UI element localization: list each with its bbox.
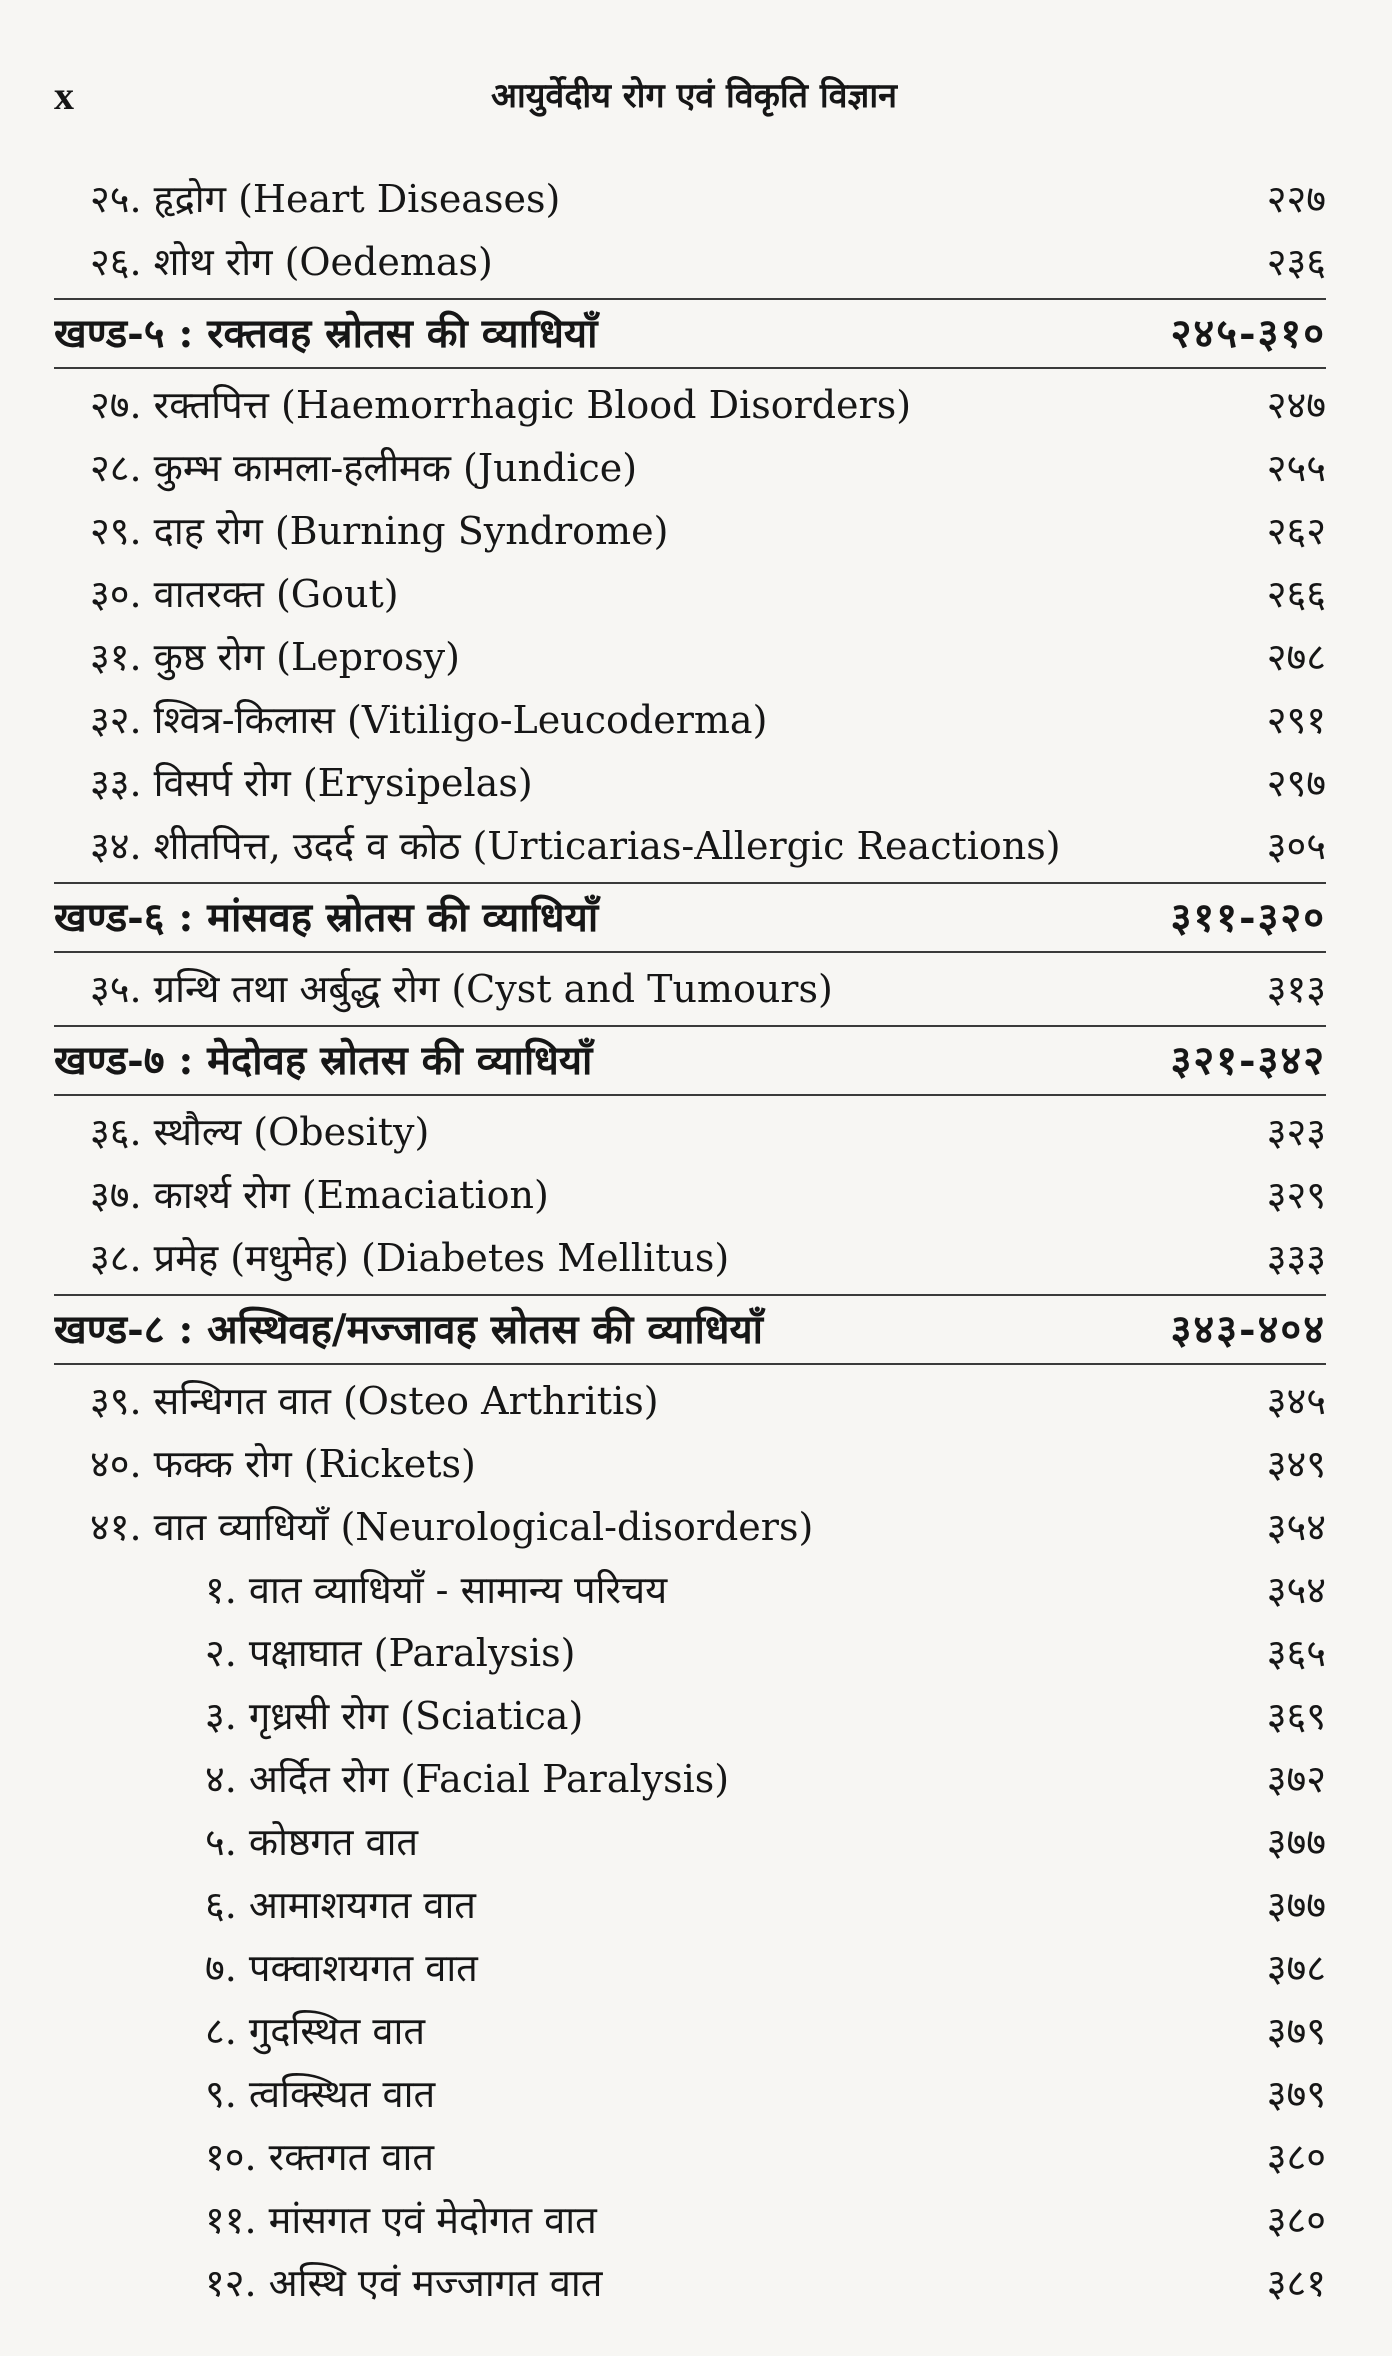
toc-entry-page: ३४५	[1266, 1379, 1326, 1423]
toc-entry-title: ७. पक्वाशयगत वात	[205, 1946, 478, 1990]
toc-entry-page: ३७९	[1266, 2009, 1326, 2053]
section-rule-top	[54, 882, 1326, 884]
toc-subentry	[205, 1622, 1326, 1684]
toc-entry-page: ३७७	[1266, 1883, 1326, 1927]
toc-subentry	[205, 1937, 1326, 1999]
toc-entry-page: ३५४	[1266, 1568, 1326, 1612]
toc-entry-title: खण्ड-८ : अस्थिवह/मज्जावह स्रोतस की व्याधियाँ	[54, 1306, 764, 1353]
toc-chapter-entry	[90, 958, 1326, 1020]
toc-entry-page: २४७	[1266, 383, 1326, 427]
toc-entry-page: २९१	[1266, 698, 1326, 742]
toc-entry-title: ३४. शीतपित्त, उदर्द व कोठ (Urticarias-Allergic Reactions)	[90, 824, 1061, 868]
toc-entry-title: १. वात व्याधियाँ - सामान्य परिचय	[205, 1568, 668, 1612]
toc-entry-title: ८. गुदस्थित वात	[205, 2009, 426, 2053]
toc-entry-page: ३७८	[1266, 1946, 1326, 1990]
toc-entry-page: ३३३	[1266, 1236, 1326, 1280]
toc-entry-title: ५. कोष्ठगत वात	[205, 1820, 419, 1864]
toc-entry-page: ३८१	[1266, 2261, 1326, 2305]
toc-entry-title: खण्ड-५ : रक्तवह स्रोतस की व्याधियाँ	[54, 310, 598, 357]
toc-chapter-entry	[90, 437, 1326, 499]
section-rule-top	[54, 1294, 1326, 1296]
toc-entry-page: ३७२	[1266, 1757, 1326, 1801]
toc-entry-title: खण्ड-६ : मांसवह स्रोतस की व्याधियाँ	[54, 894, 599, 941]
toc-entry-page: ३१३	[1266, 967, 1326, 1011]
toc-entry-page: ३२९	[1266, 1173, 1326, 1217]
toc-entry-page: २७८	[1266, 635, 1326, 679]
toc-chapter-entry	[90, 1164, 1326, 1226]
toc-entry-title: ३७. कार्श्य रोग (Emaciation)	[90, 1173, 549, 1217]
toc-subentry	[205, 2189, 1326, 2251]
toc-subentry	[205, 2126, 1326, 2188]
toc-entry-title: ९. त्वक्स्थित वात	[205, 2072, 436, 2116]
toc-subentry	[205, 1685, 1326, 1747]
toc-section-heading	[54, 1028, 1326, 1094]
running-title: आयुर्वेदीय रोग एवं विकृति विज्ञान	[490, 76, 898, 116]
toc-entry-title: ४. अर्दित रोग (Facial Paralysis)	[205, 1757, 730, 1801]
toc-entry-page: ३६५	[1266, 1631, 1326, 1675]
toc-entry-title: ३६. स्थौल्य (Obesity)	[90, 1110, 430, 1154]
toc-subentry	[205, 1874, 1326, 1936]
toc-entry-page: ३८०	[1266, 2135, 1326, 2179]
toc-entry-title: २९. दाह रोग (Burning Syndrome)	[90, 509, 669, 553]
toc-entry-title: ३१. कुष्ठ रोग (Leprosy)	[90, 635, 460, 679]
toc-chapter-entry	[90, 689, 1326, 751]
toc-entry-title: खण्ड-७ : मेदोवह स्रोतस की व्याधियाँ	[54, 1037, 593, 1084]
toc-entry-page: ३४९	[1266, 1442, 1326, 1486]
toc-entry-title: ४०. फक्क रोग (Rickets)	[90, 1442, 476, 1486]
toc-entry-title: २६. शोथ रोग (Oedemas)	[90, 240, 493, 284]
toc-entry-page: २९७	[1266, 761, 1326, 805]
toc-entry-page: २४५-३१०	[1170, 310, 1326, 357]
toc-chapter-entry	[90, 231, 1326, 293]
toc-entry-title: ३०. वातरक्त (Gout)	[90, 572, 399, 616]
toc-entry-page: ३०५	[1266, 824, 1326, 868]
toc-entry-title: ६. आमाशयगत वात	[205, 1883, 476, 1927]
toc-subentry	[205, 1748, 1326, 1810]
toc-entry-page: ३७९	[1266, 2072, 1326, 2116]
toc-subentry	[205, 2000, 1326, 2062]
section-rule-bottom	[54, 1363, 1326, 1365]
toc-section-heading	[54, 1297, 1326, 1363]
toc-chapter-entry	[90, 563, 1326, 625]
page-number: x	[54, 73, 74, 118]
toc-entry-page: ३६९	[1266, 1694, 1326, 1738]
toc-entry-title: १०. रक्तगत वात	[205, 2135, 435, 2179]
toc-entry-page: ३७७	[1266, 1820, 1326, 1864]
toc-chapter-entry	[90, 626, 1326, 688]
toc-entry-title: २. पक्षाघात (Paralysis)	[205, 1631, 576, 1675]
toc-chapter-entry	[90, 1370, 1326, 1432]
toc-entry-page: ३११-३२०	[1170, 894, 1326, 941]
toc-entry-page: २२७	[1266, 177, 1326, 221]
toc-chapter-entry	[90, 752, 1326, 814]
toc-entry-title: २५. हृद्रोग (Heart Diseases)	[90, 177, 561, 221]
toc-entry-page: ३५४	[1266, 1505, 1326, 1549]
toc-entry-title: ११. मांसगत एवं मेदोगत वात	[205, 2198, 597, 2242]
toc-entry-page: २६६	[1266, 572, 1326, 616]
section-rule-bottom	[54, 951, 1326, 953]
toc-chapter-entry	[90, 815, 1326, 877]
toc-chapter-entry	[90, 1227, 1326, 1289]
section-rule-top	[54, 1025, 1326, 1027]
toc-chapter-entry	[90, 500, 1326, 562]
toc-entry-title: १२. अस्थि एवं मज्जागत वात	[205, 2261, 603, 2305]
toc-entry-page: ३२१-३४२	[1170, 1037, 1326, 1084]
toc-entry-title: ३९. सन्धिगत वात (Osteo Arthritis)	[90, 1379, 659, 1423]
section-rule-bottom	[54, 1094, 1326, 1096]
toc-subentry	[205, 2252, 1326, 2314]
toc-entry-page: ३४३-४०४	[1170, 1306, 1326, 1353]
toc-subentry	[205, 1559, 1326, 1621]
toc-entry-page: २३६	[1266, 240, 1326, 284]
toc-entry-title: २८. कुम्भ कामला-हलीमक (Jundice)	[90, 446, 638, 490]
section-rule-bottom	[54, 367, 1326, 369]
toc-chapter-entry	[90, 1496, 1326, 1558]
toc-entry-title: ४१. वात व्याधियाँ (Neurological-disorders)	[90, 1505, 814, 1549]
toc-entry-page: ३८०	[1266, 2198, 1326, 2242]
toc-chapter-entry	[90, 1101, 1326, 1163]
toc-chapter-entry	[90, 1433, 1326, 1495]
toc-chapter-entry	[90, 374, 1326, 436]
toc-entry-page: ३२३	[1266, 1110, 1326, 1154]
toc-entry-title: ३३. विसर्प रोग (Erysipelas)	[90, 761, 533, 805]
toc-entry-title: ३२. श्वित्र-किलास (Vitiligo-Leucoderma)	[90, 698, 768, 742]
toc-chapter-entry	[90, 168, 1326, 230]
toc-entry-title: २७. रक्तपित्त (Haemorrhagic Blood Disorders)	[90, 383, 912, 427]
section-rule-top	[54, 298, 1326, 300]
toc-entry-page: २५५	[1266, 446, 1326, 490]
toc-entry-title: ३८. प्रमेह (मधुमेह) (Diabetes Mellitus)	[90, 1236, 730, 1280]
toc-entry-title: ३५. ग्रन्थि तथा अर्बुद्ध रोग (Cyst and Tumours)	[90, 967, 833, 1011]
toc-subentry	[205, 2063, 1326, 2125]
toc-section-heading	[54, 301, 1326, 367]
toc-entry-title: ३. गृध्रसी रोग (Sciatica)	[205, 1694, 584, 1738]
toc-entry-page: २६२	[1266, 509, 1326, 553]
toc-subentry	[205, 1811, 1326, 1873]
toc-section-heading	[54, 885, 1326, 951]
